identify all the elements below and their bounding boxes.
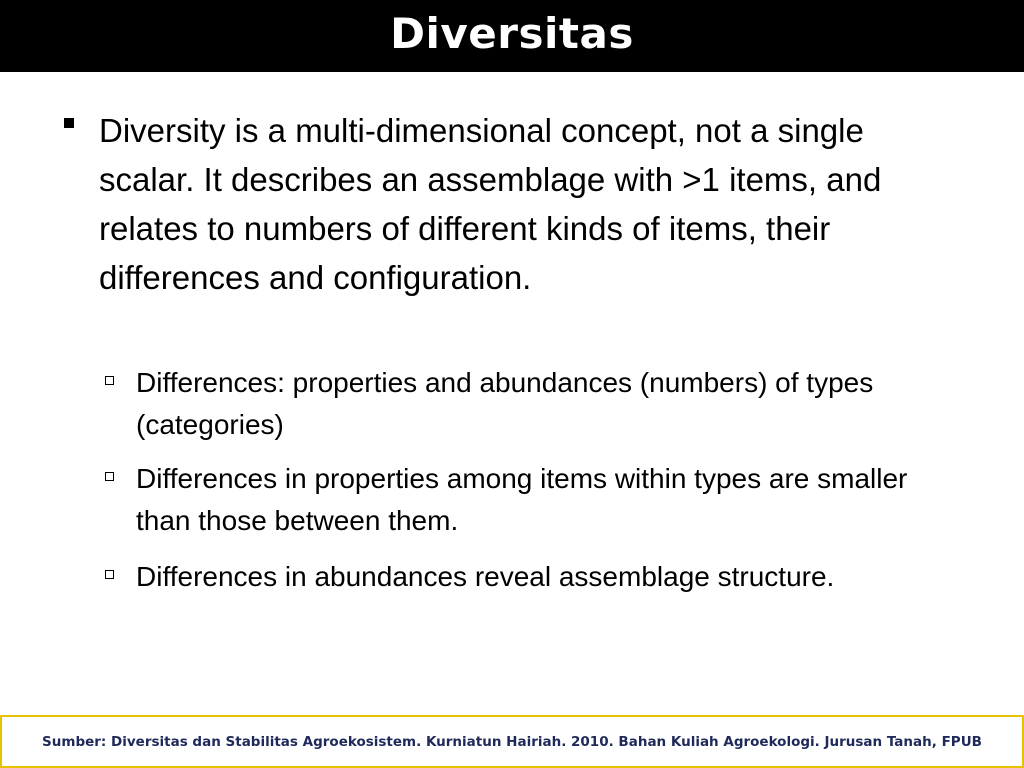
sub-bullet-text: Differences in properties among items within types are smaller than those between them. — [136, 463, 908, 536]
hollow-square-bullet-icon — [105, 570, 114, 579]
sub-bullet-text: Differences: properties and abundances (numbers) of types (categories) — [136, 367, 874, 440]
title-bar — [0, 0, 1024, 72]
slide-title: Diversitas — [390, 9, 634, 58]
source-citation: Sumber: Diversitas dan Stabilitas Agroekosistem. Kurniatun Hairiah. 2010. Bahan Kuliah Agroekologi. Jurusan Tanah, FPUB — [42, 733, 982, 750]
sub-bullet-text: Differences in abundances reveal assemblage structure. — [136, 561, 835, 592]
hollow-square-bullet-icon — [105, 376, 114, 385]
filled-square-bullet-icon — [64, 118, 74, 128]
hollow-square-bullet-icon — [105, 472, 114, 481]
source-footer — [0, 715, 1024, 768]
main-bullet-text: Diversity is a multi-dimensional concept, not a single scalar. It describes an assemblage with >1 items, and relates to numbers of different kinds of items, their differences and configuration. — [99, 112, 882, 296]
